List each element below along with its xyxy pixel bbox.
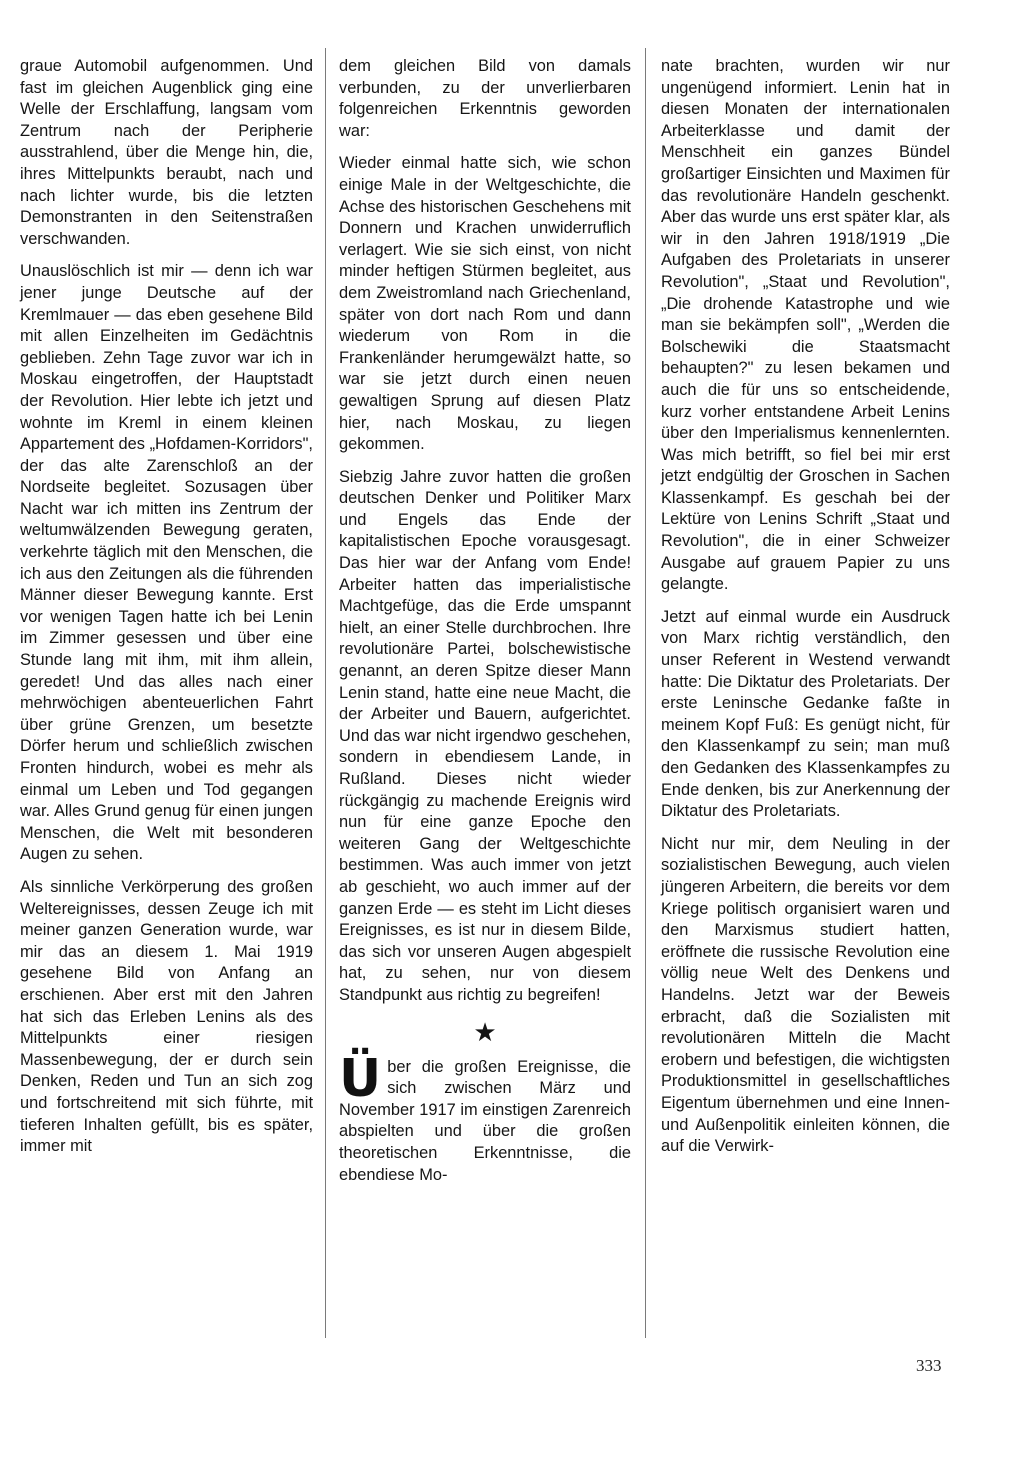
paragraph: graue Automobil aufgenommen. Und fast im gleichen Augenblick ging eine Welle der Erschlaffung, langsam vom Zentrum nach der Peripherie ausstrahlend, über die Menge hin, die, ihres Mittelpunkts beraubt, nach und nach lichter wurde, bis die letzten Demonstranten in den Seitenstraßen verschwanden. (20, 57, 313, 248)
column-divider-right (645, 48, 646, 1338)
text-column-2 (339, 56, 631, 1186)
paragraph: Wieder einmal hatte sich, wie schon einige Male in der Weltgeschichte, die Achse des historischen Geschehens mit Donnern und Krachen unwiderruflich verlagert. Wie sie sich einst, von nicht minder heftigen Stürmen begleitet, aus dem Zweistromland nach Griechenland, später von dort nach Rom und dann wiederum von Rom in die Frankenländer herumgewälzt hatte, so war sie jetzt durch einen neuen gewaltigen Sprung auf diesen Platz hier, nach Moskau, zu liegen gekommen. (339, 154, 631, 454)
paragraph: Unauslöschlich ist mir — denn ich war jener junge Deutsche auf der Kremlmauer — das eben gesehene Bild mit allen Einzelheiten im Gedächtnis geblieben. Zehn Tage zuvor war ich in Moskau eingetroffen, der Hauptstadt der Revolution. Hier lebte ich jetzt und wohnte im Kreml in einem kleinen Appartement des „Hofdamen-Korridors", der das alte Zarenschloß an der Nordseite begleitet. Sozusagen über Nacht war ich mitten ins Zentrum der weltumwälzenden Bewegung geraten, verkehrte täglich mit den Menschen, die ich aus den Zeitungen als die führenden Männer dieser Bewegung kannte. Erst vor wenigen Tagen hatte ich bei Lenin im Zimmer gesessen und über eine Stunde lang mit ihm, mit ihm allein, geredet! Und das alles nach einer mehrwöchigen abenteuerlichen Fahrt über grüne Grenzen, um besetzte Dörfer herum und schließlich zwischen Fronten hindurch, wobei es mehr als einmal um Leben und Tod gegangen war. Alles Grund genug für einen jungen Menschen, die Welt mit besonderen Augen zu sehen. (20, 262, 313, 864)
page-number: 333 (916, 1356, 942, 1375)
star-separator-icon: ★ (473, 1016, 497, 1047)
paragraph: Als sinnliche Verkörperung des großen Weltereignisses, dessen Zeuge ich mit meiner ganzen Generation wurde, war mir das an diesem 1. Mai 1919 gesehene Bild von Anfang an erschienen. Aber erst mit den Jahren hat sich das Erleben Lenins als des Mittelpunkts einer riesigen Massenbewegung, der er durch sein Denken, Reden und Tun an sich zog und fortschreitend mit sich führte, mit tieferen Inhalten gefüllt, bis es später, immer mit (20, 877, 313, 1156)
paragraph-with-dropcap (339, 1048, 631, 1187)
drop-cap: Ü (339, 1048, 382, 1109)
text-column-1 (20, 56, 313, 1158)
paragraph: dem gleichen Bild von damals verbunden, zu der unverlierbaren folgenreichen Erkenntnis geworden war: (339, 57, 631, 140)
text-column-3 (661, 56, 950, 1158)
paragraph: Jetzt auf einmal wurde ein Ausdruck von Marx richtig verständlich, den unser Referent in Westend verwandt hatte: Die Diktatur des Proletariats. Der erste Leninsche Gedanke faßte in meinem Kopf Fuß: Es genügt nicht, für den Klassenkampf zu sein; man muß den Gedanken des Klassenkampfes zu Ende denken, bis zur Anerkennung der Diktatur des Proletariats. (661, 607, 950, 821)
paragraph-text: ber die großen Ereignisse, die sich zwischen März und November 1917 im einstigen Zarenreich abspielten und über die großen theoretischen Erkenntnisse, die ebendiese Mo- (339, 1057, 631, 1184)
paragraph: nate brachten, wurden wir nur ungenügend informiert. Lenin hat in diesen Monaten der internationalen Arbeiterklasse und damit der Menschheit ein ganzes Bündel großartiger Einsichten und Maximen für das revolutionäre Handeln geschenkt. Aber das wurde uns erst später klar, als wir in den Jahren 1918/1919 „Die Aufgaben des Proletariats in unserer Revolution", „Staat und Revolution", „Die drohende Katastrophe und wie man sie bekämpfen soll", „Werden die Bolschewiki die Staatsmacht behaupten?" zu lesen bekamen und auch die für uns so entscheidende, kurz vorher entstandene Arbeit Lenins über den Imperialismus kennenlernten. Was mich betrifft, so fiel bei mir erst jetzt endgültig der Groschen in Sachen Klassenkampf. Es geschah bei der Lektüre von Lenins Schrift „Staat und Revolution", die in einer Schweizer Ausgabe auf grauem Papier zu uns gelangte. (661, 57, 950, 594)
paragraph: Siebzig Jahre zuvor hatten die großen deutschen Denker und Politiker Marx und Engels das Ende der kapitalistischen Epoche vorausgesagt. Das hier war der Anfang vom Ende! Arbeiter hatten das imperialistische Machtgefüge, das die Erde umspannt hielt, an einer Stelle durchbrochen. Ihre revolutionäre Partei, bolschewistische genannt, an deren Spitze dieser Mann Lenin stand, hatte eine neue Macht, die der Arbeiter und Bauern, aufgerichtet. Und das war nicht irgendwo geschehen, sondern in ebendiesem Lande, in Rußland. Dieses nicht wieder rückgängig zu machende Ereignis wird nun für eine ganze Epoche den weiteren Gang der Weltgeschichte bestimmen. Was auch immer von jetzt ab geschieht, wo auch immer auf der ganzen Erde — es steht im Licht dieses Ereignisses, es ist nur in diesem Bilde, das sich vor unseren Augen abgespielt hat, zu sehen, nur von diesem Standpunkt aus richtig zu begreifen! (339, 467, 631, 1004)
column-divider-left (325, 48, 326, 1338)
paragraph: Nicht nur mir, dem Neuling in der sozialistischen Bewegung, auch vielen jüngeren Arbeitern, die bereits vor dem Kriege politisch organisiert waren und den Marxismus studiert hatten, eröffnete die russische Revolution eine völlig neue Welt des Denkens und Handelns. Jetzt war der Beweis erbracht, daß die Sozialisten mit revolutionären Mitteln die Macht erobern und befestigen, die wichtigsten Produktionsmittel in gesellschaftliches Eigentum übernehmen und eine Innen- und Außenpolitik einleiten können, die auf die Verwirk- (661, 834, 950, 1156)
